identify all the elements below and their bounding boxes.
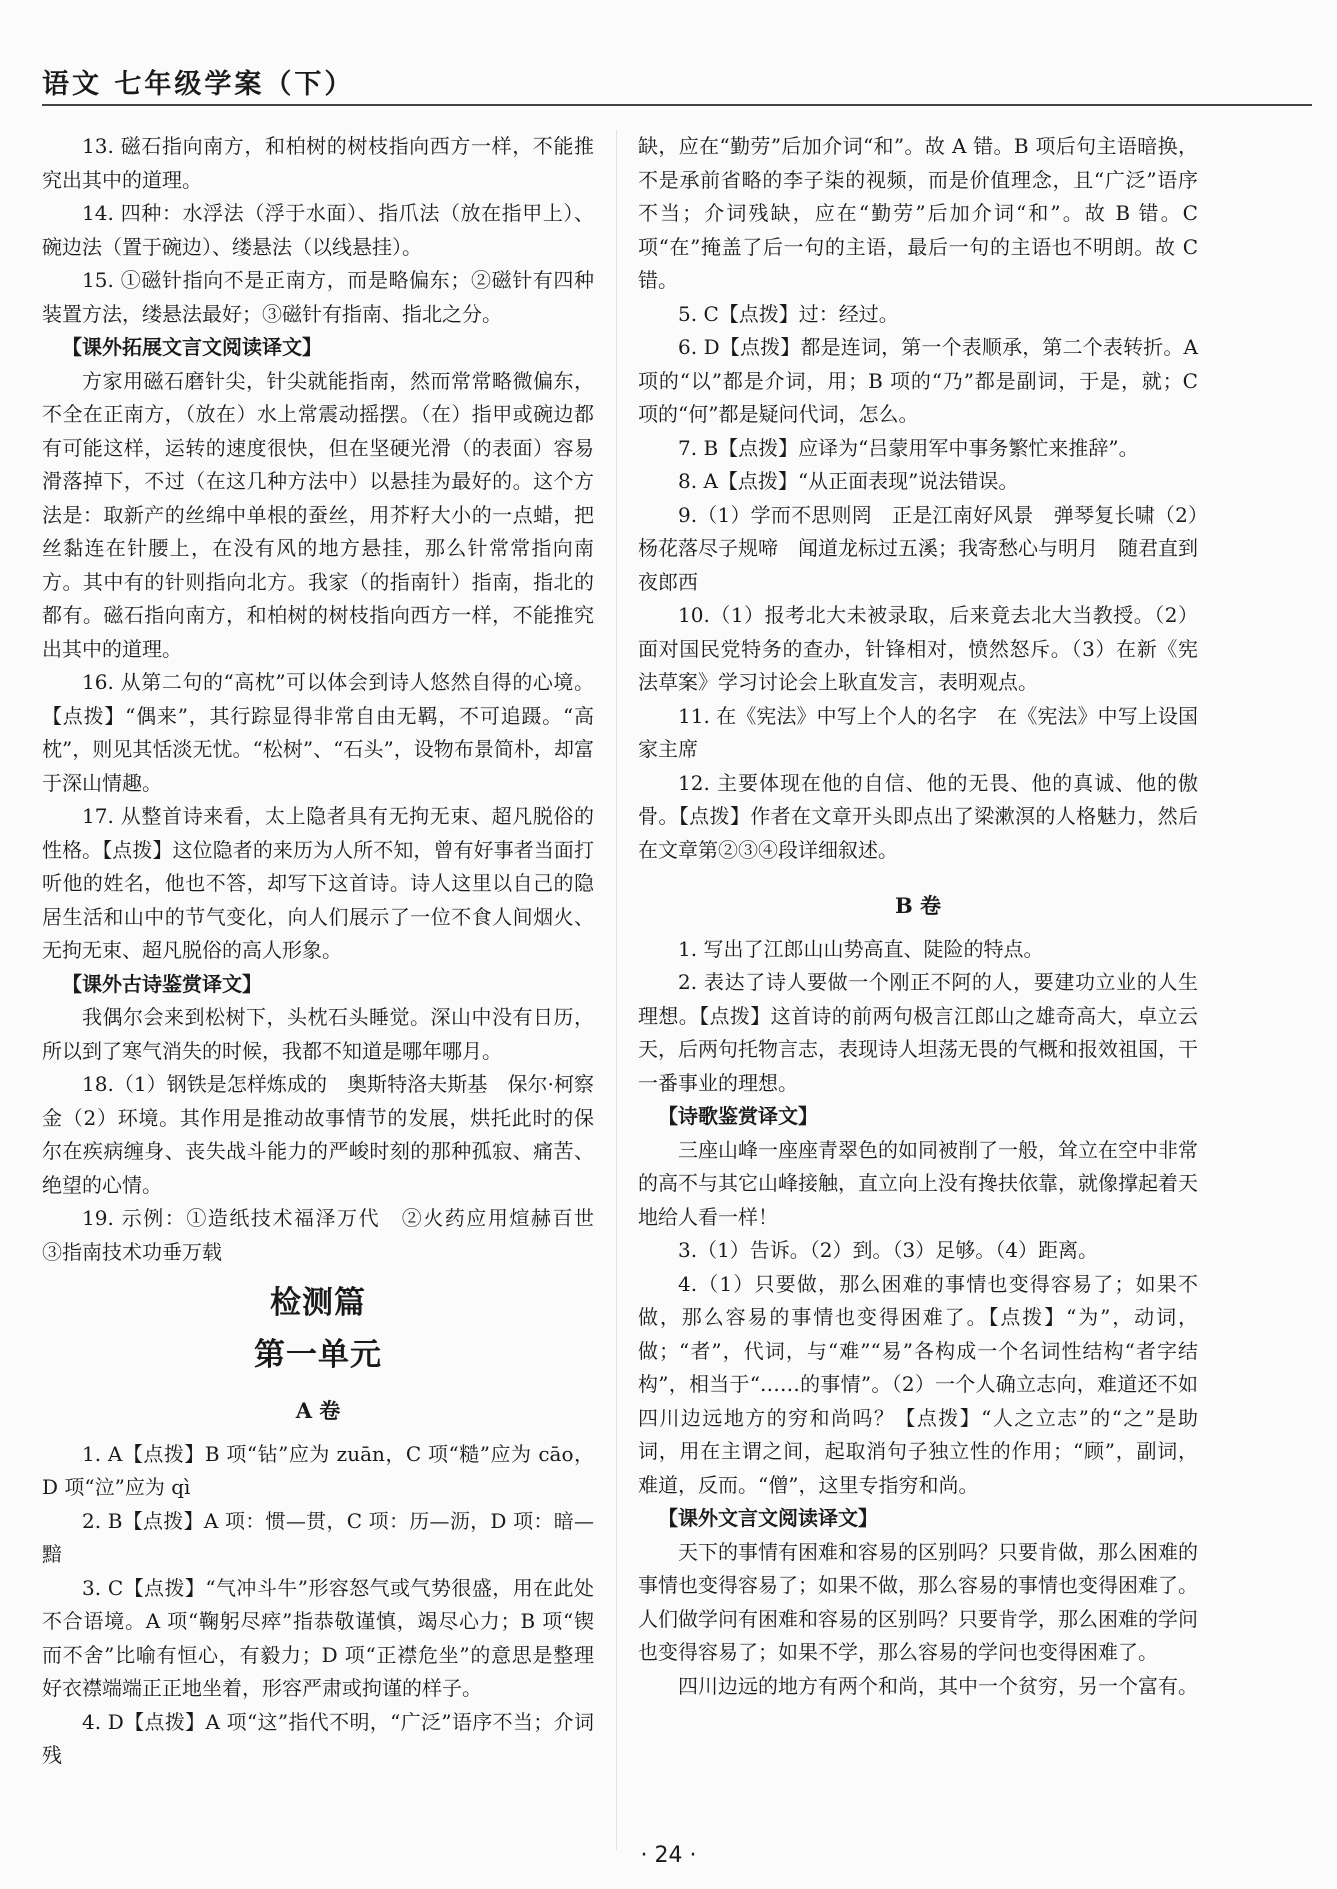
answer-a10: 10.（1）报考北大未被录取，后来竟去北大当教授。（2）面对国民党特务的查办，针锋相对，愤然怒斥。（3）在新《宪法草案》学习讨论会上耿直发言，表明观点。 [638, 603, 1198, 694]
answer-b3: 3.（1）告诉。（2）到。（3）足够。（4）距离。 [678, 1238, 1098, 1262]
answer-19: 19. 示例：①造纸技术福泽万代 ②火药应用煊赫百世 ③指南技术功垂万载 [42, 1206, 614, 1264]
answer-a4: 4. D【点拨】A 项“这”指代不明，“广泛”语序不当；介词残 [42, 1709, 594, 1767]
answer-14: 14. 四种：水浮法（浮于水面）、指爪法（放在指甲上）、碗边法（置于碗边）、缕悬法（以线悬挂）。 [42, 201, 594, 259]
answer-a6: 6. D【点拨】都是连词，第一个表顺承，第二个表转折。A 项的“以”都是介词，用；B 项的“乃”都是副词，于是，就；C 项的“何”都是疑问代词，怎么。 [638, 335, 1198, 426]
answer-a3: 3. C【点拨】“气冲斗牛”形容怒气或气势很盛，用在此处不合语境。A 项“鞠躬尽瘁”指恭敬谨慎，竭尽心力；B 项“锲而不舍”比喻有恒心，有毅力；D 项“正襟危坐”的意思是整理好衣襟端端正正地坐着，形容严肃或拘谨的样子。 [42, 1575, 594, 1700]
translation-text-1: 方家用磁石磨针尖，针尖就能指南，然而常常略微偏东，不全在正南方，（放在）水上常震动摇摆。（在）指甲或碗边都有可能这样，运转的速度很快，但在坚硬光滑（的表面）容易滑落掉下，不过（在这几种方法中）以悬挂为最好的。这个方法是：取新产的丝绵中单根的蚕丝，用芥籽大小的一点蜡，把丝黏连在针腰上，在没有风的地方悬挂，那么针常常指向南方。其中有的针则指向北方。我家（的指南针）指南，指北的都有。磁石指向南方，和柏树的树枝指向西方一样，不能推究出其中的道理。 [42, 368, 594, 661]
answer-b4: 4.（1）只要做，那么困难的事情也变得容易了；如果不做，那么容易的事情也变得困难了。【点拨】“为”，动词，做；“者”，代词，与“难”“易”各构成一个名词性结构“者字结构”，相当于“……的事情”。（2）一个人确立志向，难道还不如四川边远地方的穷和尚吗？【点拨】“人之立志”的“之”是助词，用在主谓之间，起取消句子独立性的作用；“顾”，副词，难道，反而。“僧”，这里专指穷和尚。 [638, 1271, 1198, 1497]
translation-text-3: 天下的事情有困难和容易的区别吗？只要肯做，那么困难的事情也变得容易了；如果不做，那么容易的事情也变得困难了。人们做学问有困难和容易的区别吗？只要肯学，那么困难的学问也变得容易了；如果不学，那么容易的学问也变得困难了。 [638, 1539, 1198, 1664]
right-column [638, 130, 1198, 1703]
header-rule [42, 104, 1312, 106]
answer-a11: 11. 在《宪法》中写上个人的名字 在《宪法》中写上设国家主席 [638, 703, 1198, 761]
answer-18: 18.（1）钢铁是怎样炼成的 奥斯特洛夫斯基 保尔·柯察金（2）环境。其作用是推动故事情节的发展，烘托此时的保尔在疾病缠身、丧失战斗能力的严峻时刻的那种孤寂、痛苦、绝望的心情。 [42, 1072, 594, 1197]
answer-b1: 1. 写出了江郎山山势高直、陡险的特点。 [678, 936, 1044, 961]
answer-16: 16. 从第二句的“高枕”可以体会到诗人悠然自得的心境。【点拨】“偶来”，其行踪显得非常自由无羁，不可追蹑。“高枕”，则见其恬淡无忧。“松树”、“石头”，设物布景简朴，却富于深山情趣。 [42, 670, 594, 795]
column-divider [616, 130, 617, 1850]
answer-17: 17. 从整首诗来看，太上隐者具有无拘无束、超凡脱俗的性格。【点拨】这位隐者的来历为人所不知，曾有好事者当面打听他的姓名，他也不答，却写下这首诗。诗人这里以自己的隐居生活和山中的节气变化，向人们展示了一位不食人间烟火、无拘无束、超凡脱俗的高人形象。 [42, 804, 594, 962]
translation-heading-2: 【课外古诗鉴赏译文】 [62, 971, 262, 996]
volume-b-title: B 卷 [894, 893, 942, 918]
answer-a2: 2. B【点拨】A 项：惯—贯，C 项：历—沥，D 项：暗—黯 [42, 1508, 594, 1566]
page-number: · 24 · [640, 1843, 697, 1868]
answer-a4-continued: 缺，应在“勤劳”后加介词“和”。故 A 错。B 项后句主语暗换，不是承前省略的李子柒的视频，而是价值理念，且“广泛”语序不当；介词残缺，应在“勤劳”后加介词“和”。故 B 错。C 项“在”掩盖了后一句的主语，最后一句的主语也不明朗。故 C 错。 [638, 134, 1198, 292]
answer-15: 15. ①磁针指向不是正南方，而是略偏东；②磁针有四种装置方法，缕悬法最好；③磁针有指南、指北之分。 [42, 268, 594, 326]
translation-text-last: 四川边远的地方有两个和尚，其中一个贫穷，另一个富有。 [678, 1673, 1198, 1698]
answer-a9: 9.（1）学而不思则罔 正是江南好风景 弹琴复长啸（2）杨花落尽子规啼 闻道龙标过五溪；我寄愁心与明月 随君直到夜郎西 [638, 502, 1198, 594]
answer-a1: 1. A【点拨】B 项“钻”应为 zuān，C 项“糙”应为 cāo，D 项“泣”应为 qì [42, 1441, 594, 1499]
translation-heading-1: 【课外拓展文言文阅读译文】 [62, 335, 322, 359]
page-header [42, 60, 1312, 110]
answer-a12: 12. 主要体现在他的自信、他的无畏、他的真诚、他的傲骨。【点拨】作者在文章开头即点出了梁漱溟的人格魅力，然后在文章第②③④段详细叙述。 [638, 770, 1198, 862]
translation-text-2: 我偶尔会来到松树下，头枕石头睡觉。深山中没有日历，所以到了寒气消失的时候，我都不知道是哪年哪月。 [42, 1005, 594, 1063]
poem-translation-heading: 【诗歌鉴赏译文】 [658, 1104, 818, 1128]
section-title: 检测篇 [270, 1285, 366, 1321]
poem-translation-text: 三座山峰一座座青翠色的如同被削了一般，耸立在空中非常的高不与其它山峰接触，直立向上没有搀扶依靠，就像撑起着天地给人看一样！ [638, 1137, 1198, 1229]
answer-a8: 8. A【点拨】“从正面表现”说法错误。 [678, 469, 1019, 493]
answer-a5: 5. C【点拨】过：经过。 [678, 301, 899, 326]
answer-a7: 7. B【点拨】应译为“吕蒙用军中事务繁忙来推辞”。 [678, 435, 1139, 460]
unit-title: 第一单元 [254, 1336, 382, 1373]
left-column [42, 130, 614, 1773]
translation-heading-3: 【课外文言文阅读译文】 [658, 1506, 878, 1530]
answer-13: 13. 磁石指向南方，和柏树的树枝指向西方一样，不能推究出其中的道理。 [42, 134, 594, 192]
header-title: 语文 七年级学案（下） [42, 69, 355, 100]
volume-a-title: A 卷 [295, 1398, 341, 1423]
answer-b2: 2. 表达了诗人要做一个刚正不阿的人，要建功立业的人生理想。【点拨】这首诗的前两句极言江郎山之雄奇高大，卓立云天，后两句托物言志，表现诗人坦荡无畏的气概和报效祖国，干一番事业的理想。 [638, 970, 1198, 1095]
